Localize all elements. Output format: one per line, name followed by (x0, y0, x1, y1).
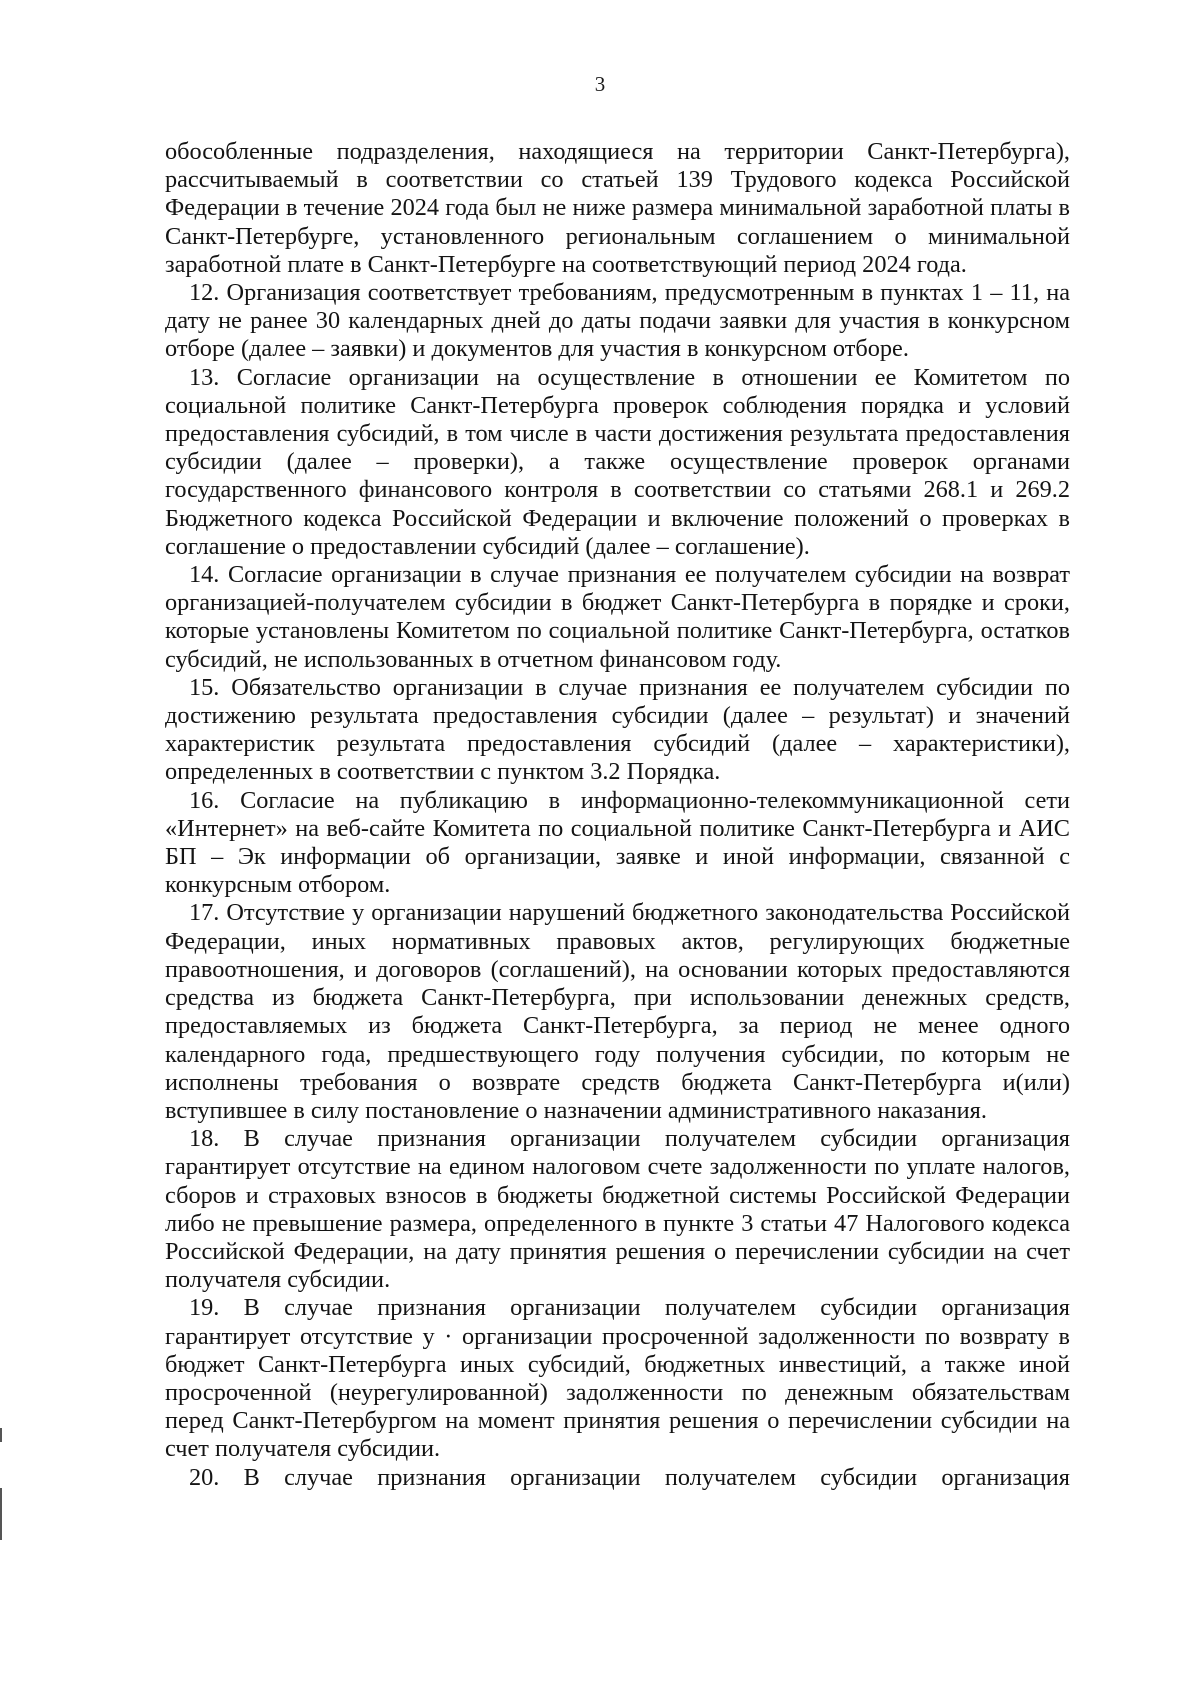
paragraph-item-14: 14. Согласие организации в случае признания ее получателем субсидии на возврат организацией-получателем субсидии в бюджет Санкт-Петербурга в порядке и сроки, которые установлены Комитетом по социальной политике Санкт-Петербурга, остатков субсидий, не использованных в отчетном финансовом году. (165, 561, 1070, 673)
paragraph-continuation-11: обособленные подразделения, находящиеся на территории Санкт-Петербурга), рассчитываемый в соответствии со статьей 139 Трудового кодекса Российской Федерации в течение 2024 года был не ниже размера минимальной заработной платы в Санкт-Петербурге, установленного региональным соглашением о минимальной заработной плате в Санкт-Петербурге на соответствующий период 2024 года. (165, 138, 1070, 278)
paragraph-item-17: 17. Отсутствие у организации нарушений бюджетного законодательства Российской Федерации, иных нормативных правовых актов, регулирующих бюджетные правоотношения, и договоров (соглашений), на основании которых предоставляются средства из бюджета Санкт-Петербурга, при использовании денежных средств, предоставляемых из бюджета Санкт-Петербурга, за период не менее одного календарного года, предшествующего году получения субсидии, по которым не исполнены требования о возврате средств бюджета Санкт-Петербурга и(или) вступившее в силу постановление о назначении административного наказания. (165, 899, 1070, 1124)
paragraph-item-20: 20. В случае признания организации получателем субсидии организация (189, 1463, 1070, 1491)
paragraph-item-13: 13. Согласие организации на осуществление в отношении ее Комитетом по социальной политике Санкт-Петербурга проверок соблюдения порядка и условий предоставления субсидий, в том числе в части достижения результата предоставления субсидии (далее – проверки), а также осуществление проверок органами государственного финансового контроля в соответствии со статьями 268.1 и 269.2 Бюджетного кодекса Российской Федерации и включение положений о проверках в соглашение о предоставлении субсидий (далее – соглашение). (165, 363, 1070, 560)
paragraph-item-18: 18. В случае признания организации получателем субсидии организация гарантирует отсутствие на едином налоговом счете задолженности по уплате налогов, сборов и страховых взносов в бюджеты бюджетной системы Российской Федерации либо не превышение размера, определенного в пункте 3 статьи 47 Налогового кодекса Российской Федерации, на дату принятия решения о перечислении субсидии на счет получателя субсидии. (165, 1125, 1070, 1294)
document-body (165, 138, 1070, 1492)
page-number: 3 (594, 72, 606, 96)
scan-edge-mark (0, 1488, 2, 1540)
paragraph-item-12: 12. Организация соответствует требованиям, предусмотренным в пунктах 1 – 11, на дату не ранее 30 календарных дней до даты подачи заявки для участия в конкурсном отборе (далее – заявки) и документов для участия в конкурсном отборе. (165, 279, 1070, 363)
paragraph-item-15: 15. Обязательство организации в случае признания ее получателем субсидии по достижению результата предоставления субсидии (далее – результат) и значений характеристик результата предоставления субсидий (далее – характеристики), определенных в соответствии с пунктом 3.2 Порядка. (165, 673, 1070, 786)
scan-edge-mark (0, 1428, 2, 1442)
paragraph-item-19: 19. В случае признания организации получателем субсидии организация гарантирует отсутствие у · организации просроченной задолженности по возврату в бюджет Санкт-Петербурга иных субсидий, бюджетных инвестиций, а также иной просроченной (неурегулированной) задолженности по денежным обязательствам перед Санкт-Петербургом на момент принятия решения о перечислении субсидии на счет получателя субсидии. (165, 1294, 1070, 1463)
paragraph-item-16: 16. Согласие на публикацию в информационно-телекоммуникационной сети «Интернет» на веб-сайте Комитета по социальной политике Санкт-Петербурга и АИС БП – Эк информации об организации, заявке и иной информации, связанной с конкурсным отбором. (165, 786, 1070, 899)
